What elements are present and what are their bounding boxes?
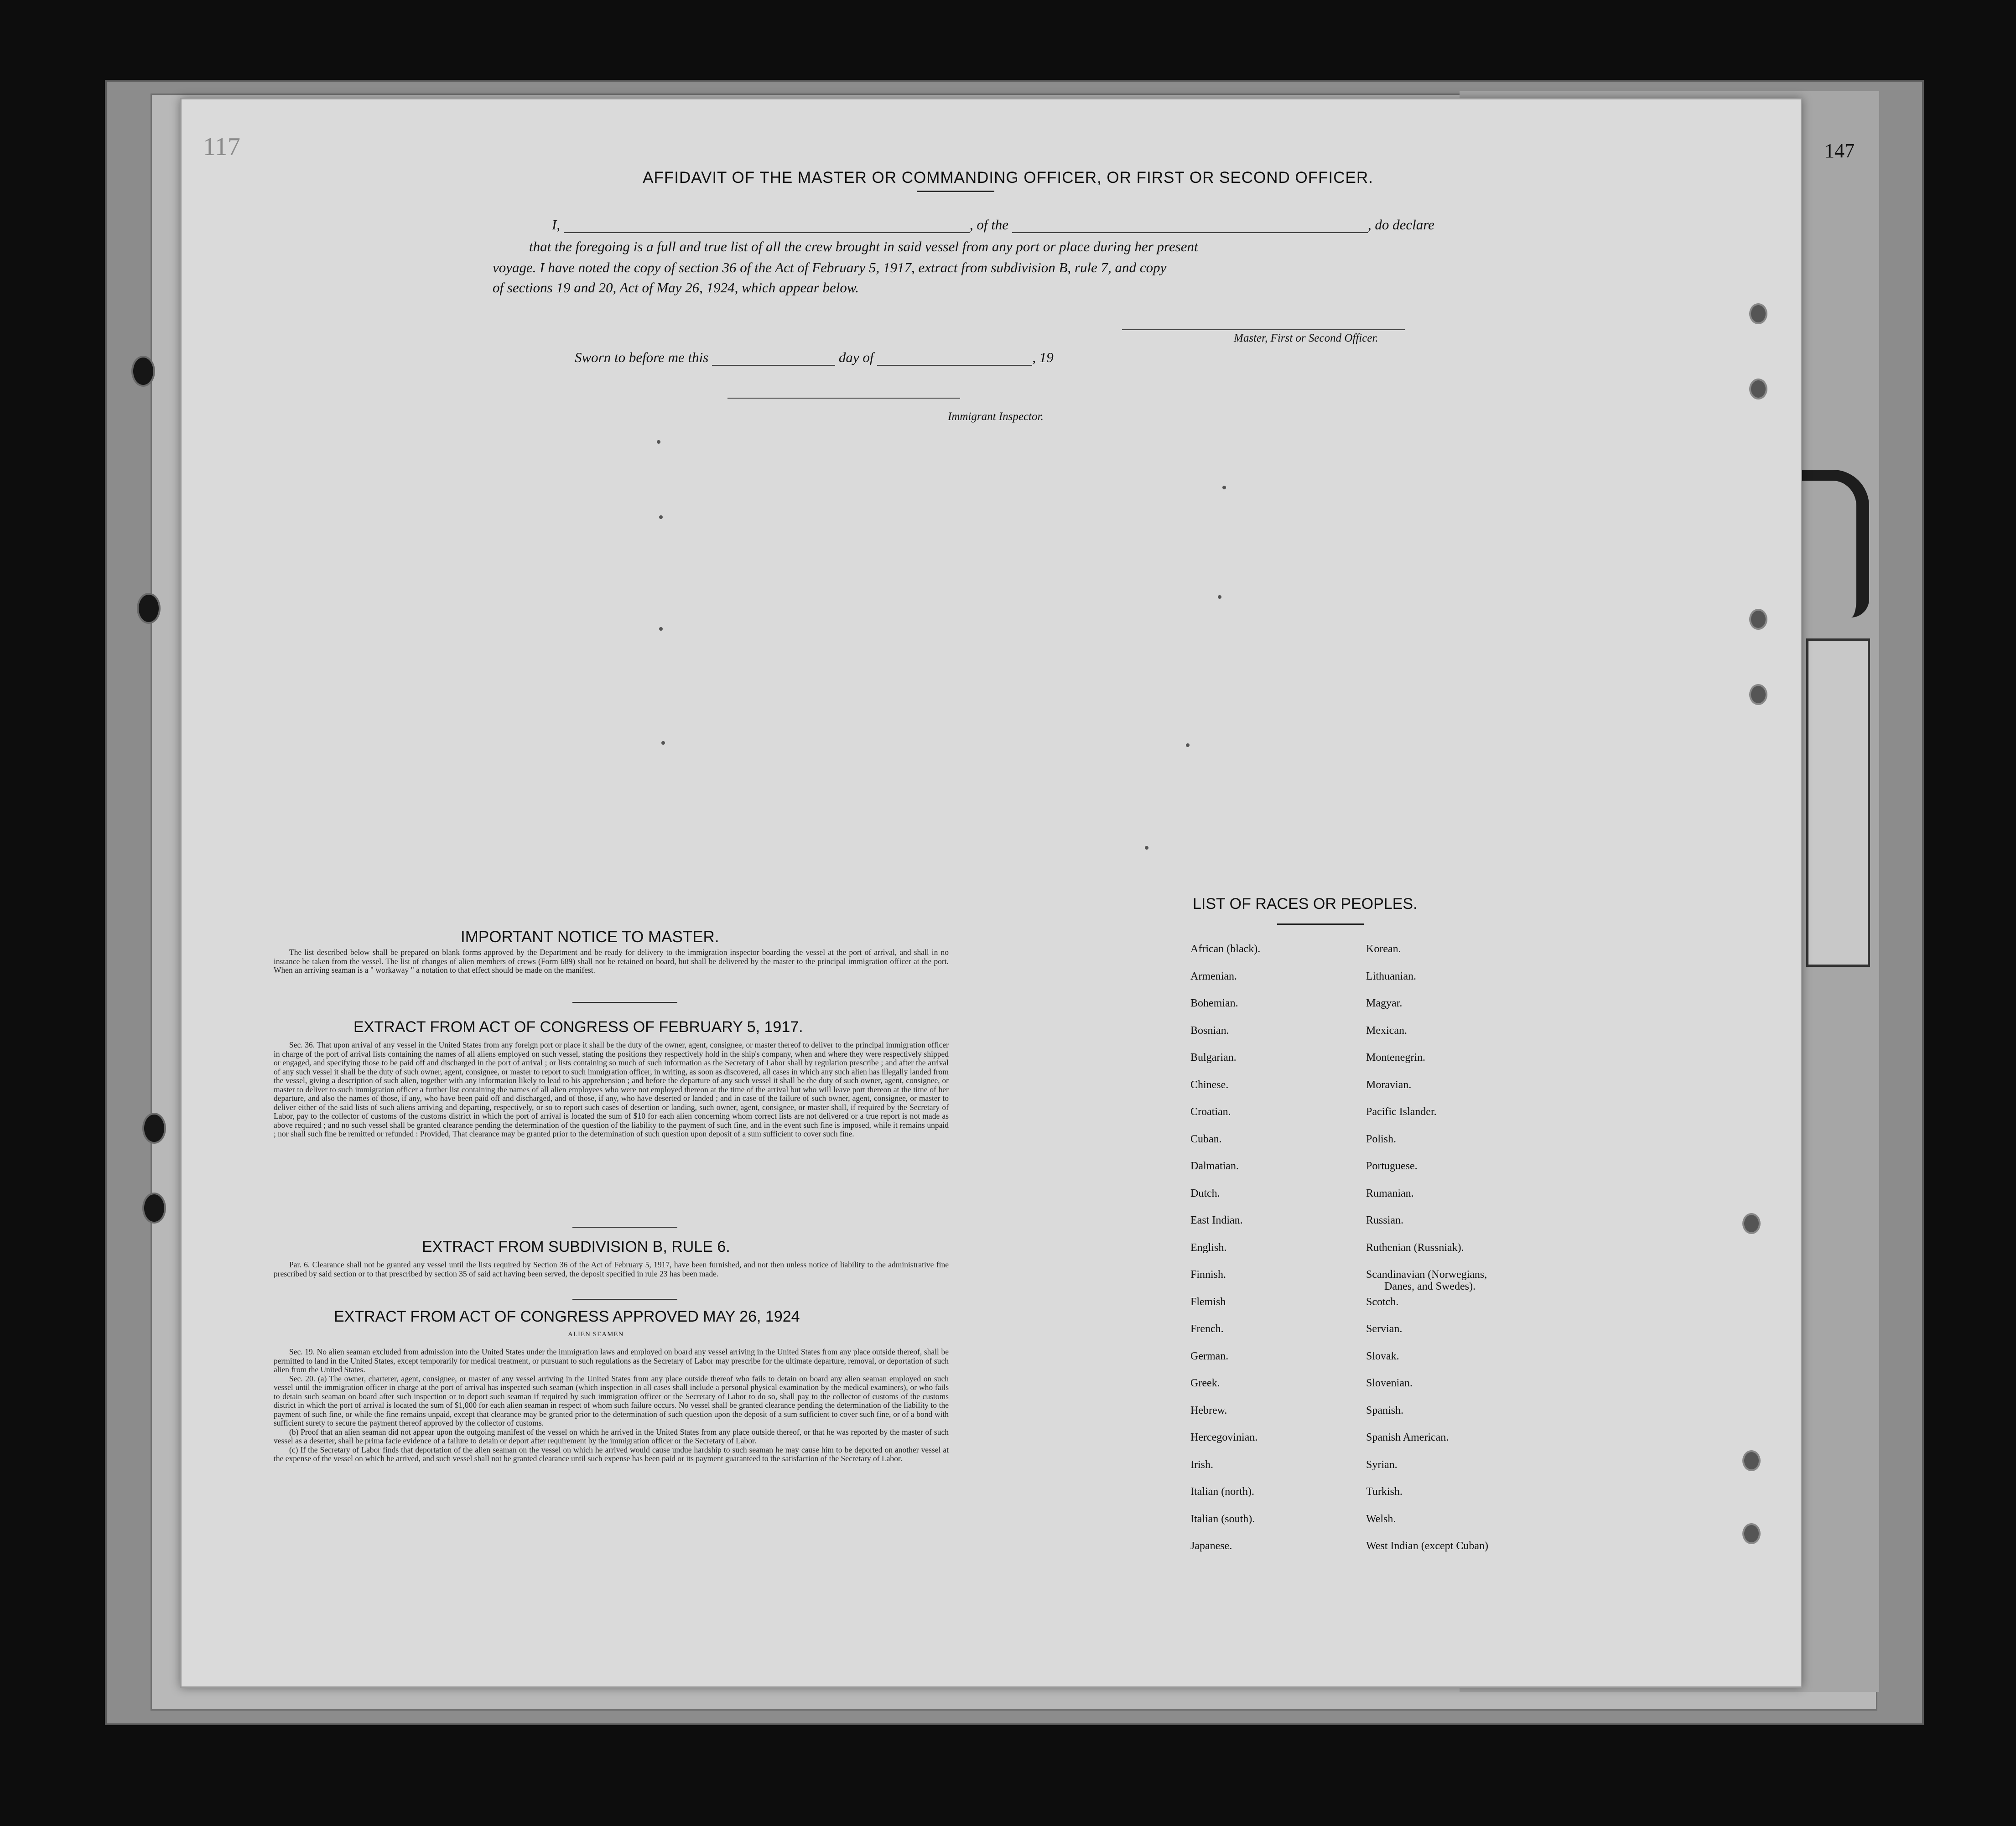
corner-mark: 117 <box>203 133 240 161</box>
race-item: Bohemian. <box>1190 997 1238 1009</box>
race-item: Korean. <box>1366 943 1401 955</box>
race-item: Croatian. <box>1190 1106 1231 1118</box>
extract-1917-title: EXTRACT FROM ACT OF CONGRESS OF FEBRUARY 5, 1917. <box>353 1018 803 1036</box>
race-item-continuation: Danes, and Swedes). <box>1384 1281 1476 1292</box>
binder-hole <box>1749 609 1767 630</box>
race-item: Bulgarian. <box>1190 1052 1237 1063</box>
sworn-line <box>575 349 1054 366</box>
binder-hole <box>1749 379 1767 399</box>
race-item: Servian. <box>1366 1323 1403 1335</box>
day-of-label: day of <box>838 349 874 365</box>
race-item: Dutch. <box>1190 1187 1220 1199</box>
race-item: East Indian. <box>1190 1214 1243 1226</box>
affidavit-line-4: of sections 19 and 20, Act of May 26, 1924, which appear below. <box>493 280 859 296</box>
race-item: West Indian (except Cuban) <box>1366 1540 1488 1552</box>
race-item: Chinese. <box>1190 1079 1229 1091</box>
binder-hole <box>137 593 161 624</box>
race-item: Dalmatian. <box>1190 1160 1239 1172</box>
alien-seamen-subtitle: ALIEN SEAMEN <box>568 1331 624 1338</box>
race-item: Italian (south). <box>1190 1513 1255 1525</box>
race-item: Turkish. <box>1366 1486 1403 1498</box>
race-item: Mexican. <box>1366 1024 1407 1037</box>
bleed-dot <box>1218 595 1221 599</box>
section-20c: (c) If the Secretary of Labor finds that deportation of the alien seaman on the vessel on which he arrived would cause undue hardship to such seaman he may cause him to be deported on another vessel at the expense of the vessel on which he arrived, and such vessel shall not be granted clearance until such expense has been paid or its payment guaranteed to the satisfaction of the Secretary of Labor. <box>274 1445 949 1463</box>
binder-hole <box>1742 1450 1761 1471</box>
races-title: LIST OF RACES OR PEOPLES. <box>1193 895 1418 913</box>
race-item: Russian. <box>1366 1214 1404 1226</box>
race-item: Scotch. <box>1366 1296 1399 1308</box>
bleed-dot <box>659 627 663 631</box>
race-item: Finnish. <box>1190 1269 1226 1281</box>
race-item: Cuban. <box>1190 1133 1222 1145</box>
race-item: Slovak. <box>1366 1350 1399 1362</box>
race-item: Polish. <box>1366 1133 1397 1145</box>
bleed-dot <box>1222 486 1226 489</box>
binder-hole <box>142 1113 166 1144</box>
declare-label: , do declare <box>1367 217 1434 233</box>
bleed-dot <box>1186 743 1190 747</box>
page-number: 147 <box>1824 140 1855 162</box>
race-item: Pacific Islander. <box>1366 1106 1437 1118</box>
inspector-signature-line[interactable] <box>727 398 960 399</box>
binder-hole <box>1749 303 1767 324</box>
race-item: Japanese. <box>1190 1540 1232 1552</box>
race-item: Welsh. <box>1366 1513 1396 1525</box>
race-item: Flemish <box>1190 1296 1226 1308</box>
race-item: Lithuanian. <box>1366 970 1416 982</box>
master-signature-line[interactable] <box>1122 329 1405 330</box>
name-blank[interactable] <box>564 219 970 233</box>
race-item: Slovenian. <box>1366 1377 1413 1389</box>
race-item-line: Scandinavian (Norwegians, <box>1366 1269 1487 1281</box>
binder-hole <box>142 1193 166 1224</box>
divider <box>572 1299 677 1300</box>
bleed-dot <box>1145 846 1148 850</box>
race-item: Spanish American. <box>1366 1432 1449 1443</box>
race-item: Italian (north). <box>1190 1486 1254 1498</box>
affidavit-line-3: voyage. I have noted the copy of section 36 of the Act of February 5, 1917, extract from subdivision B, rule 7, and copy <box>493 259 1167 275</box>
race-item: Montenegrin. <box>1366 1052 1425 1063</box>
race-item: Hebrew. <box>1190 1404 1227 1416</box>
notice-title: IMPORTANT NOTICE TO MASTER. <box>461 928 719 946</box>
section-20a: Sec. 20. (a) The owner, charterer, agent, consignee, or master of any vessel arriving in the United States from any place outside thereof who fails to detain on board any alien seaman employed on such vessel until the immigration officer in charge at the port of arrival has inspected such seaman (which inspection in all cases shall include a personal physical examination by the medical examiners), or who fails to detain such seaman on board after such inspection or to deport such seaman if required by such immigration officer or the Secretary of Labor to do so, shall pay to the collector of customs of the customs district in which the port of arrival is located the sum of $1,000 for each alien seaman in respect of whom such failure occurs. No vessel shall be granted clearance pending the determination of the liability to the payment of such fine, or while the fine remains unpaid, except that clearance may be granted prior to the determination of such question upon the deposit of a sum sufficient to cover such fine, or of a bond with sufficient surety to secure the payment thereof approved by the collector of customs. <box>274 1374 949 1427</box>
affidavit-title: AFFIDAVIT OF THE MASTER OR COMMANDING OFFICER, OR FIRST OR SECOND OFFICER. <box>643 169 1373 187</box>
extract-1924-title: EXTRACT FROM ACT OF CONGRESS APPROVED MAY 26, 1924 <box>334 1308 800 1325</box>
races-rule <box>1277 923 1364 925</box>
affidavit-line-2: that the foregoing is a full and true list of all the crew brought in said vessel from any port or place during her present <box>529 239 1198 254</box>
title-rule <box>917 191 994 192</box>
affidavit-line-1 <box>552 217 1434 233</box>
races-column-right <box>1366 943 1488 1567</box>
race-item: English. <box>1190 1241 1227 1254</box>
i-label: I, <box>552 217 561 233</box>
race-item: Irish. <box>1190 1458 1213 1471</box>
race-item: Armenian. <box>1190 970 1237 982</box>
divider <box>572 1227 677 1228</box>
extract-1917-text: Sec. 36. That upon arrival of any vessel in the United States from any foreign port or place it shall be the duty of the owner, agent, consignee, or master thereof to deliver to the principal immigration officer in charge of the port of arrival lists containing the names of all aliens employed on such vessel, stating the positions they respectively hold in the ship's company, when and where they were respectively shipped or engaged, and specifying those to be paid off and discharged in the port of arrival ; or lists containing so much of such information as the Secretary of Labor shall by regulation prescribe ; and after the arrival of any such vessel it shall be the duty of such owner, agent, consignee, or master to report to such immigration officer, in writing, as soon as discovered, all cases in which any such alien has illegally landed from the vessel, giving a description of such alien, together with any information likely to lead to his apprehension ; and before the departure of any such vessel it shall be the duty of such owner, agent, consignee, or master to deliver to such immigration officer a further list containing the names of all alien employees who were not employed thereon at the time of the arrival but who will leave port thereon at the time of her departure, and also the names of those, if any, who have been paid off and discharged, and of those, if any, who have deserted or landed ; and in case of the failure of such owner, agent, consignee, or master to deliver either of the said lists of such aliens arriving and departing, respectively, or so to report such cases of desertion or landing, such owner, agent, consignee, or master shall, if required by the Secretary of Labor, pay to the collector of customs of the customs district in which the port of arrival is located the sum of $10 for each alien concerning whom correct lists are not delivered or a true report is not made as above required ; and no such vessel shall be granted clearance pending the determination of the question of the liability to the payment of such fine, and in the event such fine is imposed, while it remains unpaid ; nor shall such fine be remitted or refunded : Provided, That clearance may be granted prior to the determination of such question upon deposit of a sum sufficient to cover such fine. <box>274 1040 949 1138</box>
sworn-prefix: Sworn to before me this <box>575 349 709 365</box>
race-item: Magyar. <box>1366 997 1403 1009</box>
sworn-month-blank[interactable] <box>877 352 1032 366</box>
bleed-dot <box>659 515 663 519</box>
inspector-label: Immigrant Inspector. <box>948 410 1044 423</box>
section-20b: (b) Proof that an alien seaman did not appear upon the outgoing manifest of the vessel on which he arrived in the United States from any place outside thereof, or that he was reported by the master of such vessel as a deserter, shall be prima facie evidence of a failure to detain or deport after requirement by the immigration officer or the Secretary of Labor. <box>274 1427 949 1445</box>
race-item: Moravian. <box>1366 1079 1412 1091</box>
year-label: , 19 <box>1032 349 1054 365</box>
race-item <box>1366 1269 1488 1296</box>
race-item: Portuguese. <box>1366 1160 1418 1172</box>
vessel-blank[interactable] <box>1012 219 1368 233</box>
race-item: Greek. <box>1190 1377 1220 1389</box>
extract-1924-text <box>274 1348 949 1463</box>
handwritten-mark <box>1793 470 1869 617</box>
bleed-dot <box>661 741 665 745</box>
bleed-dot <box>657 440 660 444</box>
binder-hole <box>131 356 155 387</box>
race-item: Spanish. <box>1366 1404 1404 1416</box>
races-column-left <box>1190 943 1260 1567</box>
race-item: Bosnian. <box>1190 1024 1229 1037</box>
of-the-label: , of the <box>969 217 1009 233</box>
side-tab-label <box>1806 638 1870 967</box>
binder-hole <box>1742 1523 1761 1544</box>
notice-text: The list described below shall be prepared on blank forms approved by the Department and be ready for delivery to the immigration inspector boarding the vessel at the port of arrival, and shall in no instance be taken from the vessel. The list of changes of alien members of crews (Form 689) shall not be retained on board, but shall be delivered by the master to the principal immigration officer at the port. When an arriving seaman is a " workaway " a notation to that effect should be made on the manifest. <box>274 948 949 975</box>
race-item: Syrian. <box>1366 1458 1398 1471</box>
race-item: Hercegovinian. <box>1190 1432 1258 1443</box>
binder-hole <box>1742 1213 1761 1234</box>
sworn-day-blank[interactable] <box>712 352 835 366</box>
section-19: Sec. 19. No alien seaman excluded from admission into the United States under the immigration laws and employed on board any vessel arriving in the United States from any place outside thereof, shall be permitted to land in the United States, except temporarily for medical treatment, or pursuant to such regulations as the Secretary of Labor may prescribe for the ultimate departure, removal, or deportation of such alien from the United States. <box>274 1347 949 1374</box>
master-label: Master, First or Second Officer. <box>1234 332 1378 344</box>
race-item: Rumanian. <box>1366 1187 1414 1199</box>
race-item: African (black). <box>1190 943 1261 955</box>
race-item: French. <box>1190 1323 1224 1335</box>
divider <box>572 1002 677 1003</box>
extract-rule6-text: Par. 6. Clearance shall not be granted any vessel until the lists required by Section 36 of the Act of February 5, 1917, have been furnished, and not then unless notice of liability to the administrative fine prescribed by said section or to that prescribed by section 35 of said act having been served, the deposit specified in rule 23 has been made. <box>274 1260 949 1278</box>
extract-rule6-title: EXTRACT FROM SUBDIVISION B, RULE 6. <box>422 1238 730 1255</box>
race-item: German. <box>1190 1350 1229 1362</box>
binder-hole <box>1749 684 1767 705</box>
race-item: Ruthenian (Russniak). <box>1366 1241 1464 1254</box>
